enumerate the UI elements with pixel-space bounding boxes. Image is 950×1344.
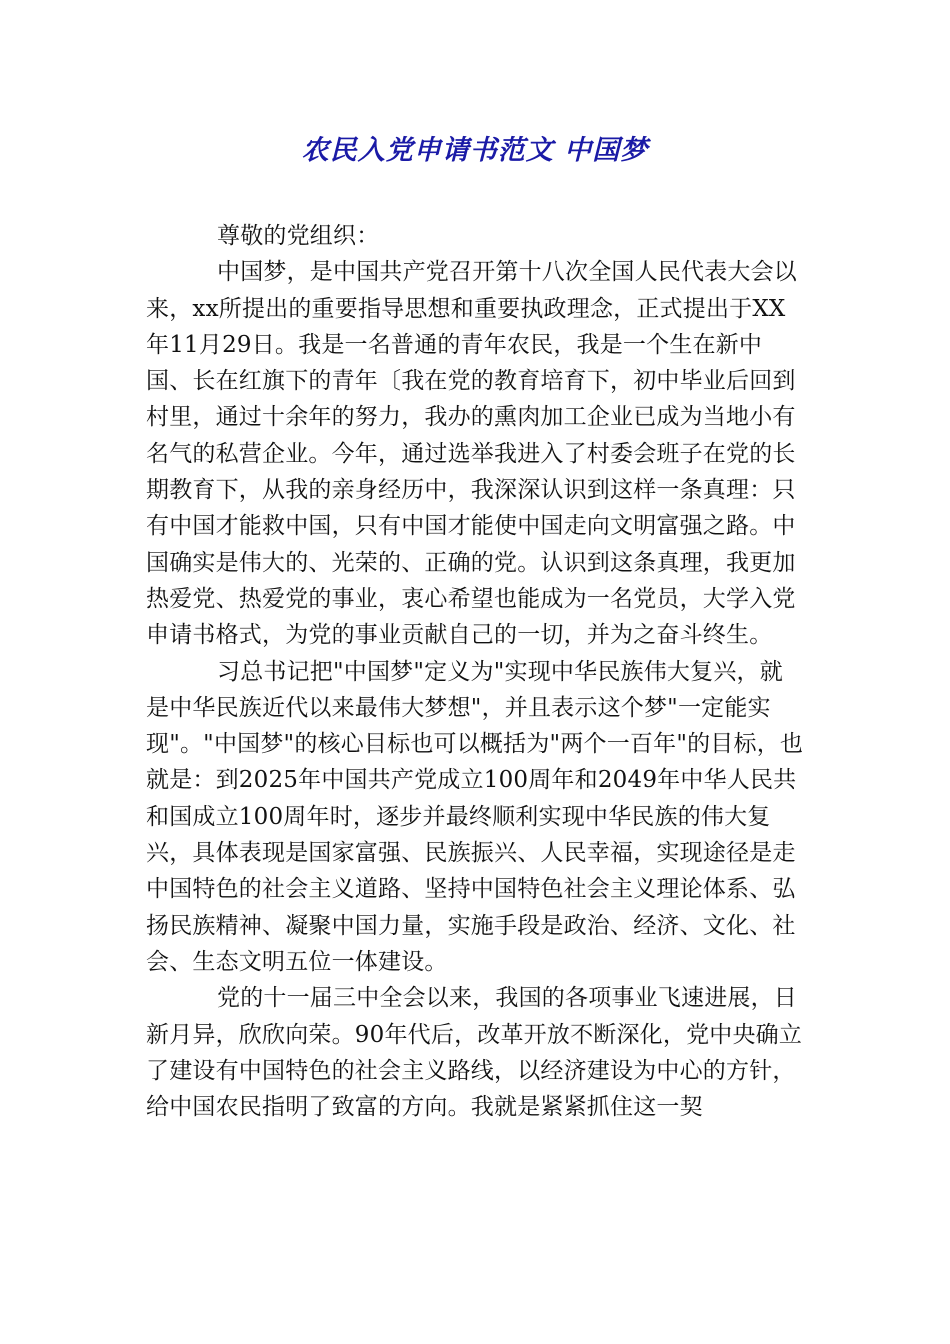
paragraph-1: 中国梦，是中国共产党召开第十八次全国人民代表大会以来，xx所提出的重要指导思想和重要执政理念，正式提出于XX年11月29日。我是一名普通的青年农民，我是一个生在新中国、长在红旗下的青年〔我在党的教育培育下，初中毕业后回到村里，通过十余年的努力，我办的熏肉加工企业已成为当地小有名气的私营企业。今年，通过选举我进入了村委会班子在党的长期教育下，从我的亲身经历中，我深深认识到这样一条真理：只有中国才能救中国，只有中国才能使中国走向文明富强之路。中国确实是伟大的、光荣的、正确的党。认识到这条真理，我更加热爱党、热爱党的事业，衷心希望也能成为一名党员，大学入党申请书格式，为党的事业贡献自己的一切，并为之奋斗终生。 — [146, 259, 797, 649]
document-body — [146, 218, 806, 1125]
paragraph-3: 党的十一届三中全会以来，我国的各项事业飞速进展，日新月异，欣欣向荣。90年代后，改革开放不断深化，党中央确立了建设有中国特色的社会主义路线，以经济建设为中心的方针，给中国农民指明了致富的方向。我就是紧紧抓住这一契 — [146, 985, 803, 1121]
paragraph-2: 习总书记把"中国梦"定义为"实现中华民族伟大复兴，就是中华民族近代以来最伟大梦想"，并且表示这个梦"一定能实现"。"中国梦"的核心目标也可以概括为"两个一百年"的目标，也就是：到2025年中国共产党成立100周年和2049年中华人民共和国成立100周年时，逐步并最终顺利实现中华民族的伟大复兴，具体表现是国家富强、民族振兴、人民幸福，实现途径是走中国特色的社会主义道路、坚持中国特色社会主义理论体系、弘扬民族精神、凝聚中国力量，实施手段是政治、经济、文化、社会、生态文明五位一体建设。 — [146, 658, 804, 975]
document-title: 农民入党申请书范文 中国梦 — [301, 135, 649, 166]
salutation: 尊敬的党组织： — [217, 223, 380, 249]
